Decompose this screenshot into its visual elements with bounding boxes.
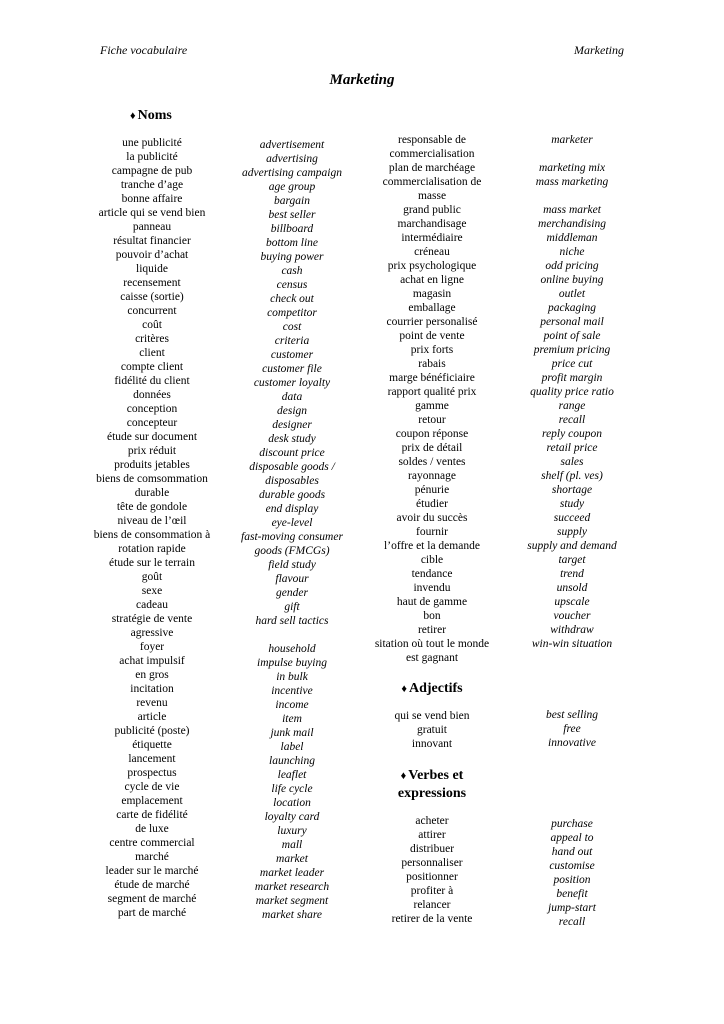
vocab-entry: retail price [546,442,598,454]
vocab-entry: critères [135,333,169,345]
vocab-entry: bon [423,610,441,622]
vocab-entry: desk study [268,433,316,445]
vocab-entry: retirer de la vente [391,913,473,925]
vocab-entry: cible [420,554,444,566]
noms-french-column-2 [362,133,502,665]
vocab-entry: acheter [415,815,449,827]
vocab-entry: voucher [553,610,591,622]
vocab-entry: jump-start [548,902,596,914]
vocab-entry: field study [268,559,316,571]
section-verbes-heading [372,767,492,802]
vocab-entry [507,189,637,203]
vocab-entry: hard sell tactics [255,615,329,627]
vocab-entry: disposables [265,475,319,487]
vocab-entry: best selling [545,709,599,721]
vocab-entry: leader sur le marché [105,865,199,877]
vocab-entry: luxury [277,825,307,837]
vocab-entry: bargain [274,195,310,207]
vocab-entry: market segment [255,895,329,907]
vocab-entry: étude sur document [106,431,198,443]
vocab-entry: cost [282,321,302,333]
vocab-entry [507,147,637,161]
vocab-entry: shelf (pl. ves) [541,470,603,482]
vocab-entry: prix réduit [127,445,177,457]
vocab-entry: innovative [548,737,596,749]
vocab-entry: discount price [259,447,325,459]
vocab-entry: data [281,391,303,403]
vocab-entry: eye-level [271,517,313,529]
vocab-entry: merchandising [538,218,606,230]
vocab-entry: durable goods [258,489,326,501]
vocab-entry: recall [558,414,586,426]
vocab-entry: grand public [403,204,461,216]
vocab-entry: prospectus [127,767,177,779]
vocab-entry: in bulk [276,671,308,683]
vocab-entry: marketer [551,134,593,146]
diamond-bullet-icon: ♦ [400,770,407,782]
vocab-entry: étiquette [132,739,172,751]
vocab-entry: goods (FMCGs) [254,545,330,557]
vocab-entry: incentive [271,685,313,697]
vocab-entry: responsable de [397,134,467,146]
vocab-entry: fournir [416,526,448,538]
vocab-entry: designer [272,419,312,431]
adjectifs-french-column [362,709,502,751]
vocab-entry: rapport qualité prix [387,386,477,398]
noms-english-column-2 [507,133,637,651]
vocab-entry: recensement [123,277,181,289]
vocab-entry: de luxe [135,823,169,835]
vocab-entry: junk mail [270,727,314,739]
vocab-entry: prix forts [410,344,454,356]
vocab-entry: étudier [416,498,448,510]
vocab-entry: hand out [551,846,593,858]
vocab-entry: marge bénéficiaire [389,372,475,384]
vocab-entry: commercialisation [389,148,475,160]
vocab-entry: article qui se vend bien [98,207,206,219]
vocab-entry: customise [549,860,595,872]
vocab-entry: advertising [266,153,318,165]
vocab-entry: position [553,874,591,886]
vocab-entry: carte de fidélité [116,809,188,821]
noms-english-column-1 [226,138,358,922]
vocab-entry: profit margin [541,372,603,384]
vocab-entry: criteria [274,335,310,347]
diamond-bullet-icon: ♦ [130,110,136,122]
vocab-entry: attirer [418,829,446,841]
vocab-entry: étude sur le terrain [109,557,195,569]
vocab-entry: segment de marché [107,893,197,905]
vocab-entry: upscale [554,596,590,608]
vocab-entry: article [137,711,167,723]
vocab-entry: launching [269,755,315,767]
vocab-entry: lancement [128,753,176,765]
vocab-entry: cycle de vie [124,781,180,793]
vocab-entry: caisse (sortie) [120,291,184,303]
vocab-entry: mass marketing [535,176,609,188]
vocab-entry: mall [281,839,303,851]
vocab-entry: customer loyalty [253,377,331,389]
vocab-entry: market [276,853,308,865]
vocab-entry: loyalty card [264,811,320,823]
vocab-entry: household [268,643,316,655]
vocab-entry: compte client [120,361,184,373]
vocab-entry: qui se vend bien [394,710,470,722]
vocab-entry: census [276,279,308,291]
vocab-entry: odd pricing [545,260,599,272]
vocab-entry: mass market [543,204,601,216]
header-right: Marketing [574,43,624,57]
vocab-entry: recall [558,916,586,928]
vocab-entry: coût [142,319,162,331]
vocab-entry: centre commercial [109,837,195,849]
vocab-entry: supply [556,526,588,538]
vocab-entry: incitation [130,683,174,695]
vocab-entry: buying power [260,251,324,263]
vocab-entry: masse [417,190,447,202]
vocab-entry: part de marché [117,907,187,919]
page-title: Marketing [329,72,395,88]
adjectifs-english-column [507,708,637,750]
vocab-entry: magasin [412,288,452,300]
vocab-entry: flavour [275,573,309,585]
vocab-entry: cadeau [136,599,168,611]
vocab-entry: pouvoir d’achat [115,249,189,261]
vocab-entry: best seller [268,209,316,221]
vocab-entry: biens de consommation à [93,529,211,541]
vocab-entry: invendu [413,582,451,594]
vocab-entry: trend [560,568,584,580]
vocab-entry: distribuer [409,843,455,855]
vocab-entry: goût [141,571,163,583]
vocab-entry: customer file [262,363,322,375]
vocab-entry: créneau [414,246,450,258]
vocab-entry: market share [262,909,322,921]
vocab-entry: publicité (poste) [114,725,190,737]
section-adjectifs-label: Adjectifs [408,681,463,696]
vocab-entry: retirer [417,624,447,636]
vocab-entry: tranche d’age [120,179,184,191]
vocab-entry: bottom line [265,237,319,249]
vocab-entry: middleman [546,232,598,244]
vocab-entry: l’offre et la demande [384,540,480,552]
vocab-entry: retour [418,414,446,426]
vocab-entry: foyer [139,641,165,653]
vocab-entry: la publicité [126,151,178,163]
vocab-entry: relancer [413,899,451,911]
vocab-entry: advertising campaign [242,167,342,179]
vocab-entry: label [280,741,304,753]
vocab-entry: liquide [136,263,168,275]
vocab-entry: disposable goods / [249,461,335,473]
vocab-entry: gamme [415,400,449,412]
vocab-entry: intermédiaire [401,232,463,244]
vocab-entry: tête de gondole [116,501,188,513]
vocab-entry: customer [270,349,314,361]
vocab-entry: range [558,400,586,412]
vocab-entry: courrier personalisé [386,316,478,328]
vocab-entry: study [559,498,585,510]
vocab-entry: advertisement [259,139,325,151]
vocab-entry: conception [126,403,178,415]
vocab-entry: concurrent [127,305,177,317]
vocab-entry: prix psychologique [387,260,477,272]
vocab-entry: achat en ligne [400,274,464,286]
vocab-entry: biens de comsommation [96,473,208,485]
vocab-entry: gift [284,601,300,613]
vocab-entry: fidélité du client [114,375,190,387]
vocab-entry: market research [254,881,330,893]
vocab-entry: marchandisage [397,218,467,230]
vocab-entry: soldes / ventes [398,456,466,468]
vocab-entry: impulse buying [257,657,327,669]
vocab-entry: outlet [558,288,586,300]
vocab-entry: rabais [418,358,446,370]
vocab-entry: durable [134,487,170,499]
vocab-entry: appeal to [550,832,594,844]
vocab-entry: life cycle [271,783,313,795]
vocab-entry: shortage [551,484,593,496]
vocab-entry: income [275,699,309,711]
section-noms-label: Noms [137,108,172,123]
vocab-entry: point de vente [399,330,465,342]
vocab-entry: niveau de l’œil [117,515,187,527]
vocab-entry: sales [560,456,584,468]
vocab-entry: avoir du succès [396,512,468,524]
vocab-entry: marketing mix [538,162,606,174]
vocab-entry: benefit [556,888,588,900]
verbes-english-column [507,817,637,929]
vocab-entry: free [563,723,581,735]
verbes-french-column [362,814,502,926]
vocab-entry: withdraw [550,624,594,636]
vocab-entry: commercialisation de [382,176,482,188]
vocab-entry: location [273,797,311,809]
vocab-entry: sexe [141,585,163,597]
vocab-entry: pénurie [414,484,450,496]
vocab-entry: bonne affaire [121,193,183,205]
vocab-entry: rotation rapide [118,543,186,555]
vocab-entry: succeed [553,512,591,524]
vocab-entry: point of sale [543,330,601,342]
vocab-entry: supply and demand [527,540,617,552]
vocab-entry: achat impulsif [119,655,185,667]
noms-french-column-1 [82,136,222,920]
diamond-bullet-icon: ♦ [401,683,407,695]
vocab-entry: innovant [411,738,453,750]
section-noms-heading [130,107,172,125]
vocab-entry: end display [265,503,319,515]
vocab-entry: niche [559,246,585,258]
vocab-entry: coupon réponse [395,428,469,440]
vocab-entry: purchase [551,818,593,830]
vocab-entry: personal mail [540,316,604,328]
vocab-entry: une publicité [122,137,182,149]
vocab-entry: données [133,389,171,401]
vocab-entry: packaging [548,302,596,314]
vocab-entry: marché [135,851,169,863]
vocab-entry: gratuit [416,724,448,736]
vocab-entry: market leader [259,867,325,879]
vocab-entry: win-win situation [531,638,613,650]
vocab-entry: reply coupon [542,428,602,440]
vocab-entry: sitation où tout le monde [374,638,490,650]
vocab-entry: client [139,347,165,359]
vocab-entry: check out [270,293,314,305]
vocab-entry [226,628,358,642]
vocab-entry: price cut [551,358,593,370]
vocab-entry: emplacement [121,795,183,807]
vocab-entry: plan de marchéage [388,162,476,174]
vocab-entry: concepteur [126,417,178,429]
vocab-entry: agressive [130,627,174,639]
vocab-entry: personnaliser [401,857,463,869]
vocab-entry: design [276,405,308,417]
header-left: Fiche vocabulaire [100,43,188,57]
vocab-entry: target [558,554,586,566]
vocab-entry: age group [268,181,316,193]
vocab-entry: stratégie de vente [111,613,193,625]
vocab-entry: item [282,713,302,725]
vocab-entry: billboard [270,223,314,235]
section-verbes-label-2: expressions [397,786,467,801]
vocab-entry: fast-moving consumer [241,531,343,543]
vocab-entry: revenu [136,697,168,709]
vocab-entry: unsold [556,582,588,594]
vocab-entry: résultat financier [113,235,191,247]
vocab-entry: leaflet [277,769,307,781]
vocab-entry: prix de détail [401,442,463,454]
vocab-entry: positionner [406,871,458,883]
vocab-entry: rayonnage [408,470,456,482]
vocab-entry: en gros [135,669,169,681]
vocab-entry: tendance [411,568,453,580]
vocab-entry: online buying [540,274,604,286]
vocab-entry: quality price ratio [530,386,614,398]
vocab-entry: premium pricing [533,344,611,356]
vocab-entry: produits jetables [114,459,190,471]
section-adjectifs-heading [372,680,492,698]
vocab-entry: étude de marché [114,879,190,891]
vocab-entry: cash [281,265,303,277]
vocab-entry: profiter à [410,885,454,897]
vocab-entry: haut de gamme [396,596,468,608]
vocab-entry: campagne de pub [111,165,193,177]
section-verbes-label-1: Verbes et [408,768,464,783]
vocab-entry: competitor [267,307,317,319]
vocab-entry: panneau [132,221,172,233]
vocab-entry: gender [276,587,308,599]
vocab-entry: emballage [408,302,456,314]
vocab-entry: est gagnant [405,652,459,664]
